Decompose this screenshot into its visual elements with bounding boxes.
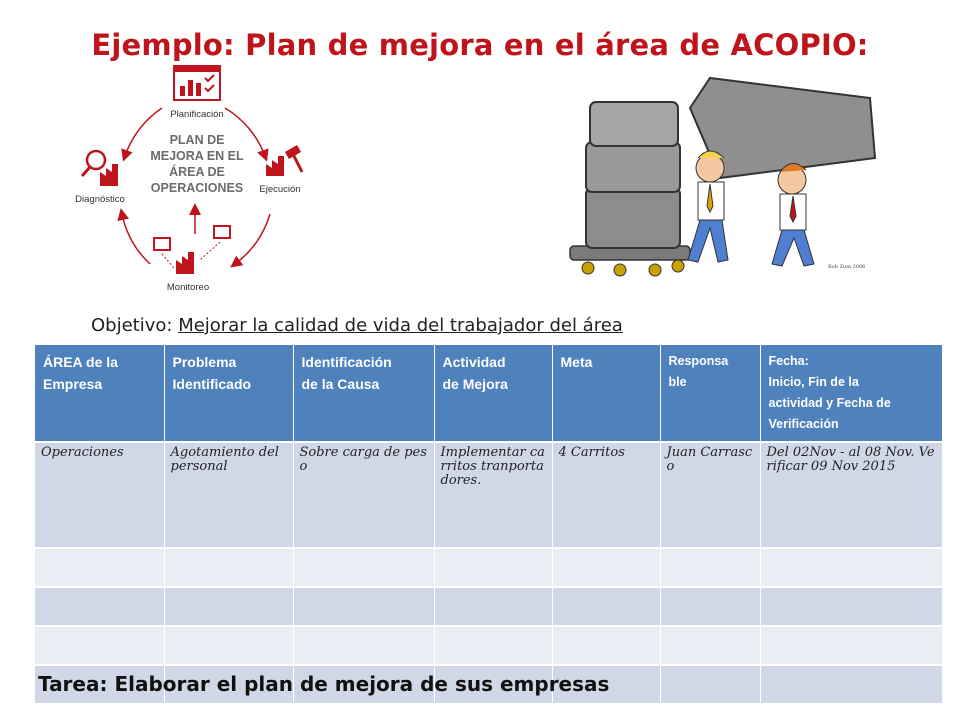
diagnostic-icon <box>82 151 118 186</box>
improvement-plan-table <box>35 345 943 703</box>
cell-meta: 4 Carritos <box>552 442 660 548</box>
improvement-cycle-diagram <box>70 64 320 296</box>
objective-label: Objetivo: <box>91 315 179 336</box>
stage-planificacion: Planificación <box>170 109 224 120</box>
header-meta: Meta <box>552 345 660 442</box>
header-causa: Identificación de la Causa <box>293 345 434 442</box>
task-text: Tarea: Elaborar el plan de mejora de sus empresas <box>38 672 610 696</box>
center-line-4: OPERACIONES <box>150 181 244 195</box>
objective-text: Mejorar la calidad de vida del trabajador del área <box>178 315 623 336</box>
execution-icon <box>266 145 302 176</box>
table-row-empty <box>35 548 942 587</box>
header-actividad: Actividad de Mejora <box>434 345 552 442</box>
table-row <box>35 442 942 548</box>
center-line-2: MEJORA EN EL <box>150 149 244 163</box>
header-fecha: Fecha: Inicio, Fin de la actividad y Fecha de Verificación <box>760 345 942 442</box>
table-row-empty <box>35 587 942 626</box>
monitoring-icon <box>154 226 230 274</box>
cartoon-signature: Rob Zum 2006 <box>828 264 866 270</box>
cell-area: Operaciones <box>35 442 164 548</box>
table-header-row <box>35 345 942 442</box>
stage-ejecucion: Ejecución <box>259 184 301 195</box>
cell-fecha: Del 02Nov - al 08 Nov. Verificar 09 Nov 2015 <box>760 442 942 548</box>
stage-monitoreo: Monitoreo <box>166 282 210 293</box>
stage-diagnostico: Diagnóstico <box>75 194 125 205</box>
cell-responsable: Juan Carrasco <box>660 442 760 548</box>
table-row-empty <box>35 626 942 665</box>
header-area: ÁREA de la Empresa <box>35 345 164 442</box>
cell-actividad: Implementar carritos tranportadores. <box>434 442 552 548</box>
header-problema: Problema Identificado <box>164 345 293 442</box>
header-responsable: Responsa ble <box>660 345 760 442</box>
cell-causa: Sobre carga de peso <box>293 442 434 548</box>
cell-problema: Agotamiento del personal <box>164 442 293 548</box>
slide-title: Ejemplo: Plan de mejora en el área de ACOPIO: <box>91 28 869 62</box>
center-line-3: ÁREA DE <box>169 165 225 179</box>
center-line-1: PLAN DE <box>169 133 225 147</box>
workers-carrying-cartoon <box>560 68 884 288</box>
objective <box>91 315 623 336</box>
planning-icon <box>174 66 220 100</box>
